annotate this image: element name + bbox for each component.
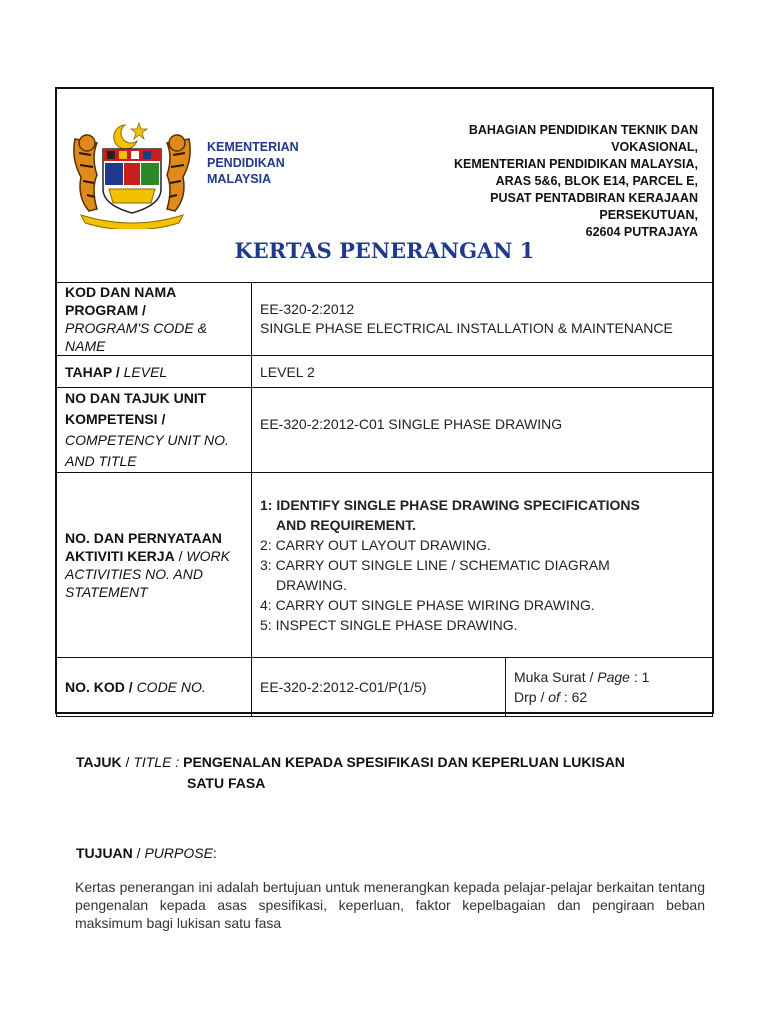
- code-label: [57, 658, 252, 717]
- activities-list: [252, 473, 713, 658]
- tajuk-label-italic: TITLE :: [133, 754, 180, 770]
- level-label-italic: LEVEL: [123, 363, 168, 380]
- code-label-italic: CODE NO.: [136, 679, 206, 695]
- program-row: [57, 283, 713, 356]
- program-name: SINGLE PHASE ELECTRICAL INSTALLATION & MAINTENANCE: [260, 320, 673, 336]
- address-line: 62604 PUTRAJAYA: [585, 225, 698, 239]
- activity-item-1: 1: IDENTIFY SINGLE PHASE DRAWING SPECIFICATIONS: [260, 497, 640, 513]
- activities-label-italic: WORK: [186, 548, 230, 564]
- ministry-name: [207, 139, 299, 187]
- activities-label-italic: STATEMENT: [65, 584, 148, 600]
- unit-label-bold: NO DAN TAJUK UNIT: [65, 390, 207, 406]
- activities-label-bold: AKTIVITI KERJA: [65, 548, 175, 564]
- activity-item-3-cont: DRAWING.: [276, 577, 348, 593]
- activity-item-4: 4: CARRY OUT SINGLE PHASE WIRING DRAWING.: [260, 597, 595, 613]
- address-line: ARAS 5&6, BLOK E14, PARCEL E,: [495, 174, 698, 188]
- program-label-bold: PROGRAM /: [65, 302, 146, 318]
- program-label-bold: KOD DAN NAMA: [65, 284, 177, 300]
- activities-row: [57, 473, 713, 658]
- activity-item-2: 2: CARRY OUT LAYOUT DRAWING.: [260, 537, 491, 553]
- unit-label-italic: AND TITLE: [65, 453, 137, 469]
- level-label-bold: TAHAP /: [65, 363, 120, 380]
- of-label-italic: of: [548, 689, 560, 705]
- activity-item-5: 5: INSPECT SINGLE PHASE DRAWING.: [260, 617, 518, 633]
- activities-label-bold: NO. DAN PERNYATAAN: [65, 530, 222, 546]
- address-line: VOKASIONAL,: [611, 140, 698, 154]
- address-line: KEMENTERIAN PENDIDIKAN MALAYSIA,: [453, 157, 698, 171]
- tajuk-sep: /: [121, 754, 134, 770]
- address-line: PUSAT PENTADBIRAN KERAJAAN: [490, 191, 698, 205]
- code-label-bold: NO. KOD /: [65, 679, 133, 695]
- of-label: Drp /: [514, 689, 545, 705]
- activity-item-1-cont: AND REQUIREMENT.: [276, 517, 417, 533]
- program-label: [57, 283, 252, 356]
- ministry-address: [454, 122, 698, 241]
- tajuk-title: PENGENALAN KEPADA SPESIFIKASI DAN KEPERLUAN LUKISAN: [179, 754, 625, 770]
- ministry-line: KEMENTERIAN: [207, 140, 299, 154]
- purpose-heading: [76, 845, 217, 861]
- unit-row: [57, 388, 713, 473]
- level-value: LEVEL 2: [252, 356, 713, 388]
- page-info: [506, 658, 713, 717]
- activities-label-sep: /: [174, 548, 187, 564]
- program-code: EE-320-2:2012: [260, 301, 355, 317]
- tajuk-title-cont: SATU FASA: [187, 775, 266, 791]
- unit-label-italic: COMPETENCY UNIT NO.: [65, 432, 229, 448]
- document-frame: [55, 87, 714, 714]
- level-row: [57, 356, 713, 388]
- malaysia-coat-of-arms-icon: [67, 119, 197, 229]
- level-label: [57, 356, 252, 388]
- tujuan-colon: :: [212, 845, 217, 861]
- ministry-line: PENDIDIKAN: [207, 156, 285, 170]
- page-number: : 1: [633, 669, 650, 685]
- tajuk-label: TAJUK: [76, 754, 122, 770]
- page-total: : 62: [563, 689, 588, 705]
- purpose-text: Kertas penerangan ini adalah bertujuan untuk menerangkan kepada pelajar-pelajar berkaitan tentang pengenalan kepada asas spesifikasi, keperluan, faktor kepelbagaian dan pengiraan beban maksimum bagi lukisan satu fasa: [75, 879, 705, 931]
- address-line: BAHAGIAN PENDIDIKAN TEKNIK DAN: [468, 123, 698, 137]
- activity-item-3: 3: CARRY OUT SINGLE LINE / SCHEMATIC DIAGRAM: [260, 557, 610, 573]
- unit-value: EE-320-2:2012-C01 SINGLE PHASE DRAWING: [252, 388, 713, 473]
- program-label-italic: PROGRAM'S CODE &: [65, 320, 207, 336]
- tujuan-label: TUJUAN: [76, 845, 133, 861]
- activities-label: [57, 473, 252, 658]
- program-label-italic: NAME: [65, 338, 106, 354]
- page-label: Muka Surat /: [514, 669, 594, 685]
- document-header: [57, 89, 712, 282]
- tujuan-sep: /: [132, 845, 145, 861]
- document-title: KERTAS PENERANGAN 1: [234, 238, 535, 263]
- unit-label-bold: KOMPETENSI /: [65, 411, 166, 427]
- tujuan-label-italic: PURPOSE: [144, 845, 213, 861]
- info-table: [56, 282, 713, 717]
- activities-label-italic: ACTIVITIES NO. AND: [65, 566, 203, 582]
- ministry-line: MALAYSIA: [207, 172, 272, 186]
- title-section: [76, 752, 625, 794]
- code-row: [57, 658, 713, 717]
- unit-label: [57, 388, 252, 473]
- program-value: [252, 283, 713, 356]
- page-label-italic: Page: [597, 669, 630, 685]
- address-line: PERSEKUTUAN,: [599, 208, 698, 222]
- code-value: EE-320-2:2012-C01/P(1/5): [252, 658, 506, 717]
